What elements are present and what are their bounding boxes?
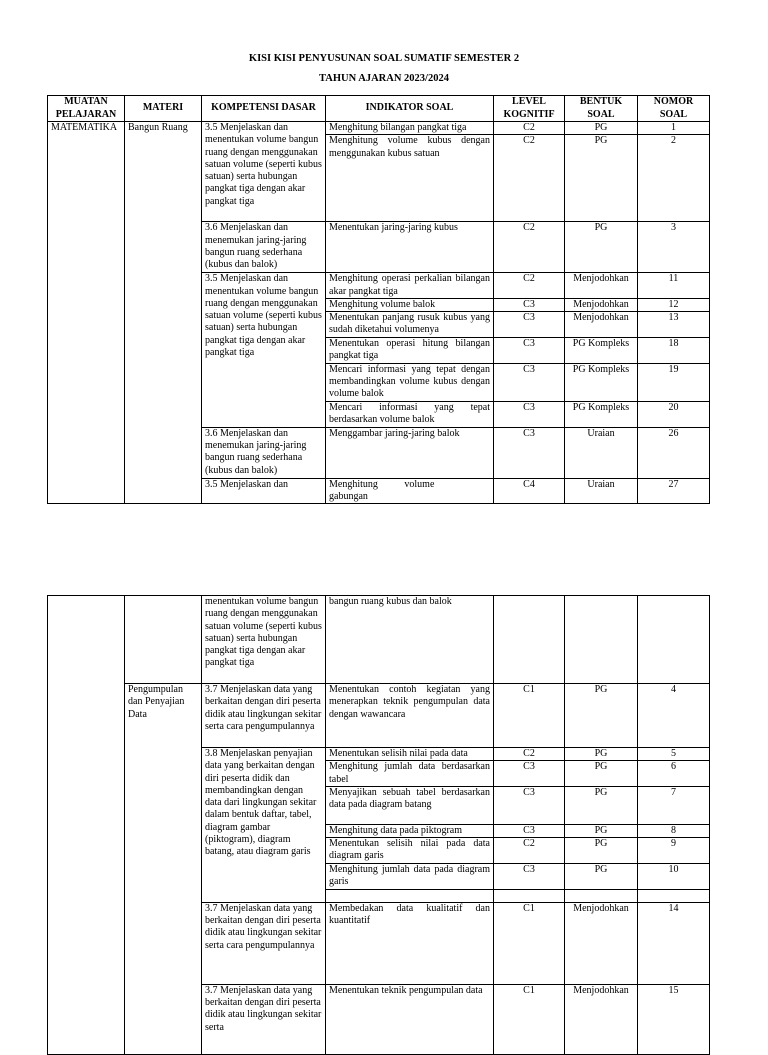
nomor-cell: 3 <box>638 222 710 273</box>
document-subtitle: TAHUN AJARAN 2023/2024 <box>319 73 449 84</box>
level-cell: C3 <box>494 824 565 837</box>
level-cell: C3 <box>494 401 565 427</box>
level-cell: C2 <box>494 748 565 761</box>
header-muatan: MUATAN PELAJARAN <box>48 96 125 122</box>
indikator-cell: Menyajikan sebuah tabel berdasarkan data pada diagram batang <box>326 786 494 824</box>
bentuk-cell <box>565 889 638 902</box>
indikator-cell: Menggambar jaring-jaring balok <box>326 427 494 478</box>
level-cell: C2 <box>494 135 565 222</box>
nomor-cell: 7 <box>638 786 710 824</box>
bentuk-cell: Menjodohkan <box>565 312 638 338</box>
kisi-table-page-1 <box>47 95 710 504</box>
indikator-cell: Menghitung volume kubus dengan menggunakan kubus satuan <box>326 135 494 222</box>
bentuk-cell: PG Kompleks <box>565 338 638 364</box>
nomor-cell: 27 <box>638 478 710 504</box>
subject-cell <box>48 596 125 1055</box>
kd-cell: 3.5 Menjelaskan dan menentukan volume bangun ruang dengan menggunakan satuan volume (seperti kubus satuan) serta hubungan pangkat tiga dengan akar pangkat tiga <box>202 122 326 222</box>
level-cell: C1 <box>494 984 565 1054</box>
materi-cell: Bangun Ruang <box>125 122 202 504</box>
kd-cell: 3.6 Menjelaskan dan menemukan jaring-jaring bangun ruang sederhana (kubus dan balok) <box>202 222 326 273</box>
document-title: KISI KISI PENYUSUNAN SOAL SUMATIF SEMESTER 2 <box>248 53 520 64</box>
bentuk-cell: PG Kompleks <box>565 401 638 427</box>
header-materi: MATERI <box>125 96 202 122</box>
nomor-cell: 10 <box>638 863 710 889</box>
bentuk-cell: PG <box>565 786 638 824</box>
nomor-cell: 5 <box>638 748 710 761</box>
indikator-cell: Menghitung volume gabungan <box>326 478 494 504</box>
table-header-row <box>48 96 710 122</box>
bentuk-cell: Uraian <box>565 427 638 478</box>
header-nomor: NOMOR SOAL <box>638 96 710 122</box>
nomor-cell: 26 <box>638 427 710 478</box>
kd-cell: 3.7 Menjelaskan data yang berkaitan dengan diri peserta didik atau lingkungan sekitar serta cara pengumpulannya <box>202 684 326 748</box>
kd-cell: 3.7 Menjelaskan data yang berkaitan dengan diri peserta didik atau lingkungan sekitar serta cara pengumpulannya <box>202 902 326 984</box>
bentuk-cell: PG <box>565 684 638 748</box>
level-cell: C1 <box>494 684 565 748</box>
kd-cell: 3.5 Menjelaskan dan menentukan volume bangun ruang dengan menggunakan satuan volume (seperti kubus satuan) serta hubungan pangkat tiga dengan akar pangkat tiga <box>202 273 326 427</box>
materi-cell <box>125 596 202 684</box>
indikator-cell: Mencari informasi yang tepat dengan membandingkan volume kubus dengan volume balok <box>326 363 494 401</box>
kd-cell: 3.6 Menjelaskan dan menemukan jaring-jaring bangun ruang sederhana (kubus dan balok) <box>202 427 326 478</box>
indikator-cell: Menghitung jumlah data pada diagram garis <box>326 863 494 889</box>
level-cell: C1 <box>494 902 565 984</box>
level-cell: C3 <box>494 298 565 311</box>
bentuk-cell: Menjodohkan <box>565 902 638 984</box>
level-cell: C2 <box>494 122 565 135</box>
indikator-cell: Menghitung jumlah data berdasarkan tabel <box>326 761 494 787</box>
indikator-cell: Menentukan contoh kegiatan yang menerapkan teknik pengumpulan data dengan wawancara <box>326 684 494 748</box>
kd-cell: 3.5 Menjelaskan dan <box>202 478 326 504</box>
indikator-cell: Menghitung bilangan pangkat tiga <box>326 122 494 135</box>
bentuk-cell: PG <box>565 222 638 273</box>
bentuk-cell: Menjodohkan <box>565 984 638 1054</box>
bentuk-cell: PG <box>565 122 638 135</box>
bentuk-cell: Uraian <box>565 478 638 504</box>
bentuk-cell: Menjodohkan <box>565 273 638 299</box>
level-cell: C2 <box>494 273 565 299</box>
level-cell: C4 <box>494 478 565 504</box>
bentuk-cell: PG <box>565 824 638 837</box>
kd-cell: menentukan volume bangun ruang dengan menggunakan satuan volume (seperti kubus satuan) serta hubungan pangkat tiga dengan akar pangkat tiga <box>202 596 326 684</box>
subject-cell: MATEMATIKA <box>48 122 125 504</box>
bentuk-cell: PG <box>565 838 638 864</box>
level-cell: C3 <box>494 427 565 478</box>
nomor-cell: 8 <box>638 824 710 837</box>
indikator-cell: Mencari informasi yang tepat berdasarkan volume balok <box>326 401 494 427</box>
level-cell <box>494 889 565 902</box>
bentuk-cell: PG <box>565 135 638 222</box>
table-row <box>48 596 710 684</box>
nomor-cell: 1 <box>638 122 710 135</box>
level-cell: C3 <box>494 863 565 889</box>
bentuk-cell <box>565 596 638 684</box>
header-bentuk: BENTUK SOAL <box>565 96 638 122</box>
indikator-cell <box>326 889 494 902</box>
kd-cell: 3.8 Menjelaskan penyajian data yang berkaitan dengan diri peserta didik dan membandingkan dengan data dari lingkungan sekitar dalam bentuk daftar, tabel, diagram gambar (piktogram), diagram batang, atau diagram garis <box>202 748 326 903</box>
header-indikator: INDIKATOR SOAL <box>326 96 494 122</box>
indikator-cell: Menghitung operasi perkalian bilangan akar pangkat tiga <box>326 273 494 299</box>
header-level: LEVEL KOGNITIF <box>494 96 565 122</box>
indikator-cell: Menghitung data pada piktogram <box>326 824 494 837</box>
indikator-cell: Menentukan selisih nilai pada data diagram garis <box>326 838 494 864</box>
level-cell: C3 <box>494 761 565 787</box>
level-cell: C3 <box>494 312 565 338</box>
nomor-cell: 18 <box>638 338 710 364</box>
bentuk-cell: PG Kompleks <box>565 363 638 401</box>
kd-cell: 3.7 Menjelaskan data yang berkaitan dengan diri peserta didik atau lingkungan sekitar serta <box>202 984 326 1054</box>
indikator-cell: Menentukan teknik pengumpulan data <box>326 984 494 1054</box>
indikator-cell: Menentukan jaring-jaring kubus <box>326 222 494 273</box>
header-kompetensi: KOMPETENSI DASAR <box>202 96 326 122</box>
level-cell: C3 <box>494 786 565 824</box>
indikator-cell: Membedakan data kualitatif dan kuantitatif <box>326 902 494 984</box>
table-row <box>48 684 710 748</box>
bentuk-cell: Menjodohkan <box>565 298 638 311</box>
nomor-cell: 14 <box>638 902 710 984</box>
nomor-cell <box>638 596 710 684</box>
level-cell: C2 <box>494 838 565 864</box>
nomor-cell: 11 <box>638 273 710 299</box>
bentuk-cell: PG <box>565 863 638 889</box>
level-cell: C2 <box>494 222 565 273</box>
nomor-cell: 15 <box>638 984 710 1054</box>
nomor-cell: 19 <box>638 363 710 401</box>
nomor-cell <box>638 889 710 902</box>
nomor-cell: 9 <box>638 838 710 864</box>
indikator-cell: Menentukan selisih nilai pada data <box>326 748 494 761</box>
level-cell: C3 <box>494 338 565 364</box>
kisi-table-page-2 <box>47 595 710 1055</box>
indikator-cell: Menghitung volume balok <box>326 298 494 311</box>
bentuk-cell: PG <box>565 761 638 787</box>
level-cell <box>494 596 565 684</box>
level-cell: C3 <box>494 363 565 401</box>
indikator-cell: Menentukan panjang rusuk kubus yang sudah diketahui volumenya <box>326 312 494 338</box>
nomor-cell: 6 <box>638 761 710 787</box>
bentuk-cell: PG <box>565 748 638 761</box>
materi-cell: Pengumpulan dan Penyajian Data <box>125 684 202 1055</box>
indikator-cell: Menentukan operasi hitung bilangan pangkat tiga <box>326 338 494 364</box>
nomor-cell: 20 <box>638 401 710 427</box>
table-row <box>48 122 710 135</box>
nomor-cell: 4 <box>638 684 710 748</box>
nomor-cell: 13 <box>638 312 710 338</box>
nomor-cell: 2 <box>638 135 710 222</box>
nomor-cell: 12 <box>638 298 710 311</box>
indikator-cell: bangun ruang kubus dan balok <box>326 596 494 684</box>
